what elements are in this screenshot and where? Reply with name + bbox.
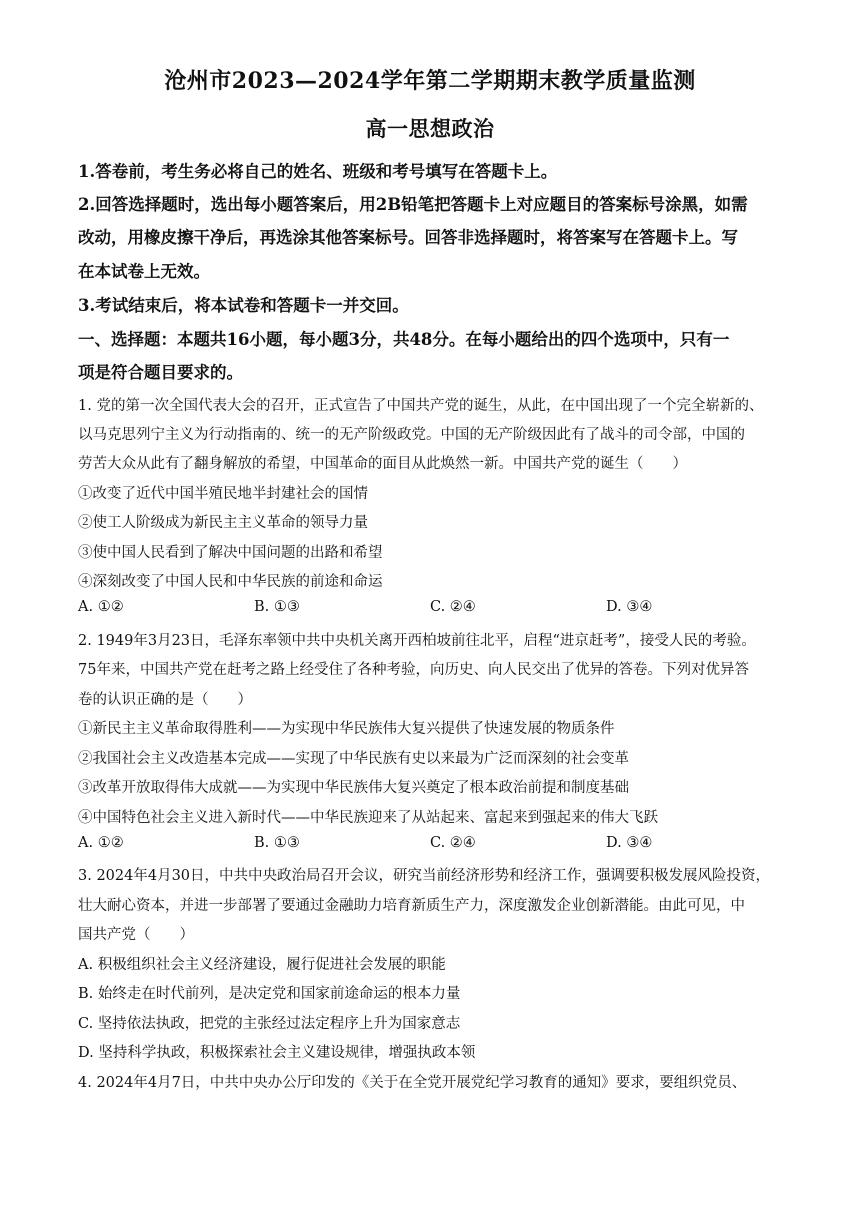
- statement-item: ①改变了近代中国半殖民地半封建社会的国情: [78, 486, 368, 502]
- question-stem: 1. 党的第一次全国代表大会的召开，正式宣告了中国共产党的诞生，从此，在中国出现了一个完全崭新的、: [78, 398, 764, 414]
- instruction-line: 2.回答选择题时，选出每小题答案后，用2B铅笔把答题卡上对应题目的答案标号涂黑，如需: [78, 195, 748, 214]
- option-a: A. 积极组织社会主义经济建设，履行促进社会发展的职能: [78, 957, 446, 973]
- question-stem: 卷的认识正确的是（ ）: [78, 692, 252, 708]
- option-b: B. ①③: [254, 599, 300, 615]
- option-a: A. ①②: [78, 599, 124, 615]
- statement-item: ②使工人阶级成为新民主主义革命的领导力量: [78, 515, 368, 531]
- statement-item: ④深刻改变了中国人民和中华民族的前途和命运: [78, 574, 383, 590]
- instruction-line: 改动，用橡皮擦干净后，再选涂其他答案标号。回答非选择题时，将答案写在答题卡上。写: [78, 228, 738, 247]
- option-b: B. 始终走在时代前列，是决定党和国家前途命运的根本力量: [78, 986, 461, 1002]
- section-heading: 项是符合题目要求的。: [78, 363, 243, 382]
- section-heading: 一、选择题：本题共16小题，每小题3分，共48分。在每小题给出的四个选项中，只有一: [78, 330, 730, 349]
- question-stem: 3. 2024年4月30日，中共中央政治局召开会议，研究当前经济形势和经济工作，强调要积极发展风险投资，: [78, 868, 771, 884]
- exam-subject: 高一思想政治: [365, 116, 495, 141]
- question-stem: 以马克思列宁主义为行动指南的、统一的无产阶级政党。中国的无产阶级因此有了战斗的司令部，中国的: [78, 427, 745, 443]
- option-c: C. ②④: [430, 599, 476, 615]
- instruction-line: 1.答卷前，考生务必将自己的姓名、班级和考号填写在答题卡上。: [78, 162, 558, 181]
- statement-item: ④中国特色社会主义进入新时代——中华民族迎来了从站起来、富起来到强起来的伟大飞跃: [78, 810, 658, 826]
- exam-title: 沧州市2023—2024学年第二学期期末教学质量监测: [164, 68, 696, 94]
- statement-item: ③使中国人民看到了解决中国问题的出路和希望: [78, 545, 383, 561]
- option-d: D. ③④: [606, 835, 653, 851]
- question-stem: 国共产党（ ）: [78, 927, 194, 943]
- question-stem: 75年来，中国共产党在赶考之路上经受住了各种考验，向历史、向人民交出了优异的答卷。下列对优异答: [78, 662, 749, 678]
- option-b: B. ①③: [254, 835, 300, 851]
- question-stem: 4. 2024年4月7日，中共中央办公厅印发的《关于在全党开展党纪学习教育的通知》要求，要组织党员、: [78, 1075, 747, 1091]
- question-stem: 2. 1949年3月23日，毛泽东率领中共中央机关离开西柏坡前往北平，启程“进京赶考”，接受人民的考验。: [78, 633, 756, 649]
- option-d: D. 坚持科学执政，积极探索社会主义建设规律，增强执政本领: [78, 1045, 476, 1061]
- statement-item: ③改革开放取得伟大成就——为实现中华民族伟大复兴奠定了根本政治前提和制度基础: [78, 780, 629, 796]
- question-stem: 劳苦大众从此有了翻身解放的希望，中国革命的面目从此焕然一新。中国共产党的诞生（ ）: [78, 456, 687, 472]
- option-d: D. ③④: [606, 599, 653, 615]
- option-c: C. 坚持依法执政，把党的主张经过法定程序上升为国家意志: [78, 1016, 461, 1032]
- instruction-line: 3.考试结束后，将本试卷和答题卡一并交回。: [78, 296, 409, 315]
- statement-item: ②我国社会主义改造基本完成——实现了中华民族有史以来最为广泛而深刻的社会变革: [78, 751, 629, 767]
- statement-item: ①新民主主义革命取得胜利——为实现中华民族伟大复兴提供了快速发展的物质条件: [78, 721, 615, 737]
- option-a: A. ①②: [78, 835, 124, 851]
- option-c: C. ②④: [430, 835, 476, 851]
- instruction-line: 在本试卷上无效。: [78, 262, 210, 281]
- question-stem: 壮大耐心资本，并进一步部署了要通过金融助力培育新质生产力，深度激发企业创新潜能。由此可见，中: [78, 898, 745, 914]
